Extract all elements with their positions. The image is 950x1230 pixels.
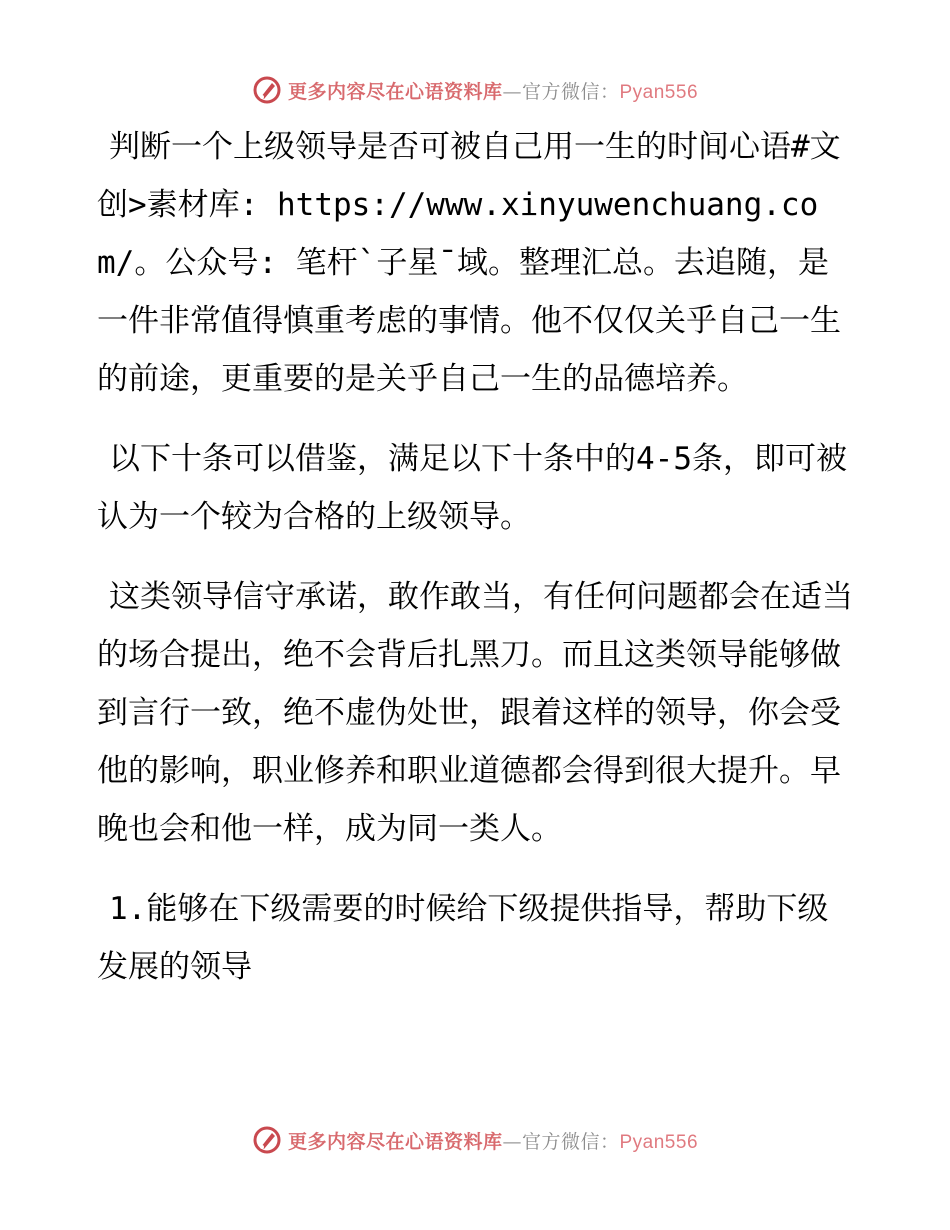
document-body (97, 118, 857, 1018)
paragraph: 1.能够在下级需要的时候给下级提供指导，帮助下级发展的领导 (97, 891, 829, 985)
pen-logo-icon (252, 75, 282, 105)
watermark-text: 更多内容尽在心语资料库—官方微信：Pyan556 (287, 1130, 699, 1153)
paragraph: 这类领导信守承诺，敢作敢当，有任何问题都会在适当的场合提出，绝不会背后扎黑刀。而且这类领导能够做到言行一致，绝不虚伪处世，跟着这样的领导，你会受他的影响，职业修养和职业道德都会得到很大提升。早晚也会和他一样，成为同一类人。 (97, 579, 853, 847)
footer-watermark (0, 1120, 950, 1160)
pen-logo-icon (252, 1125, 282, 1155)
watermark-text: 更多内容尽在心语资料库—官方微信：Pyan556 (287, 80, 699, 103)
paragraph: 以下十条可以借鉴，满足以下十条中的4-5条，即可被认为一个较为合格的上级领导。 (97, 441, 847, 535)
header-watermark (0, 70, 950, 110)
paragraph: 判断一个上级领导是否可被自己用一生的时间心语#文创>素材库: https://www.xinyuwenchuang.com/。公众号: 笔杆`子星¯域。整理汇总。去追随，是一件非常值得慎重考虑的事情。他不仅仅关乎自己一生的前途，更重要的是关乎自己一生的品德培养。 (97, 129, 841, 397)
